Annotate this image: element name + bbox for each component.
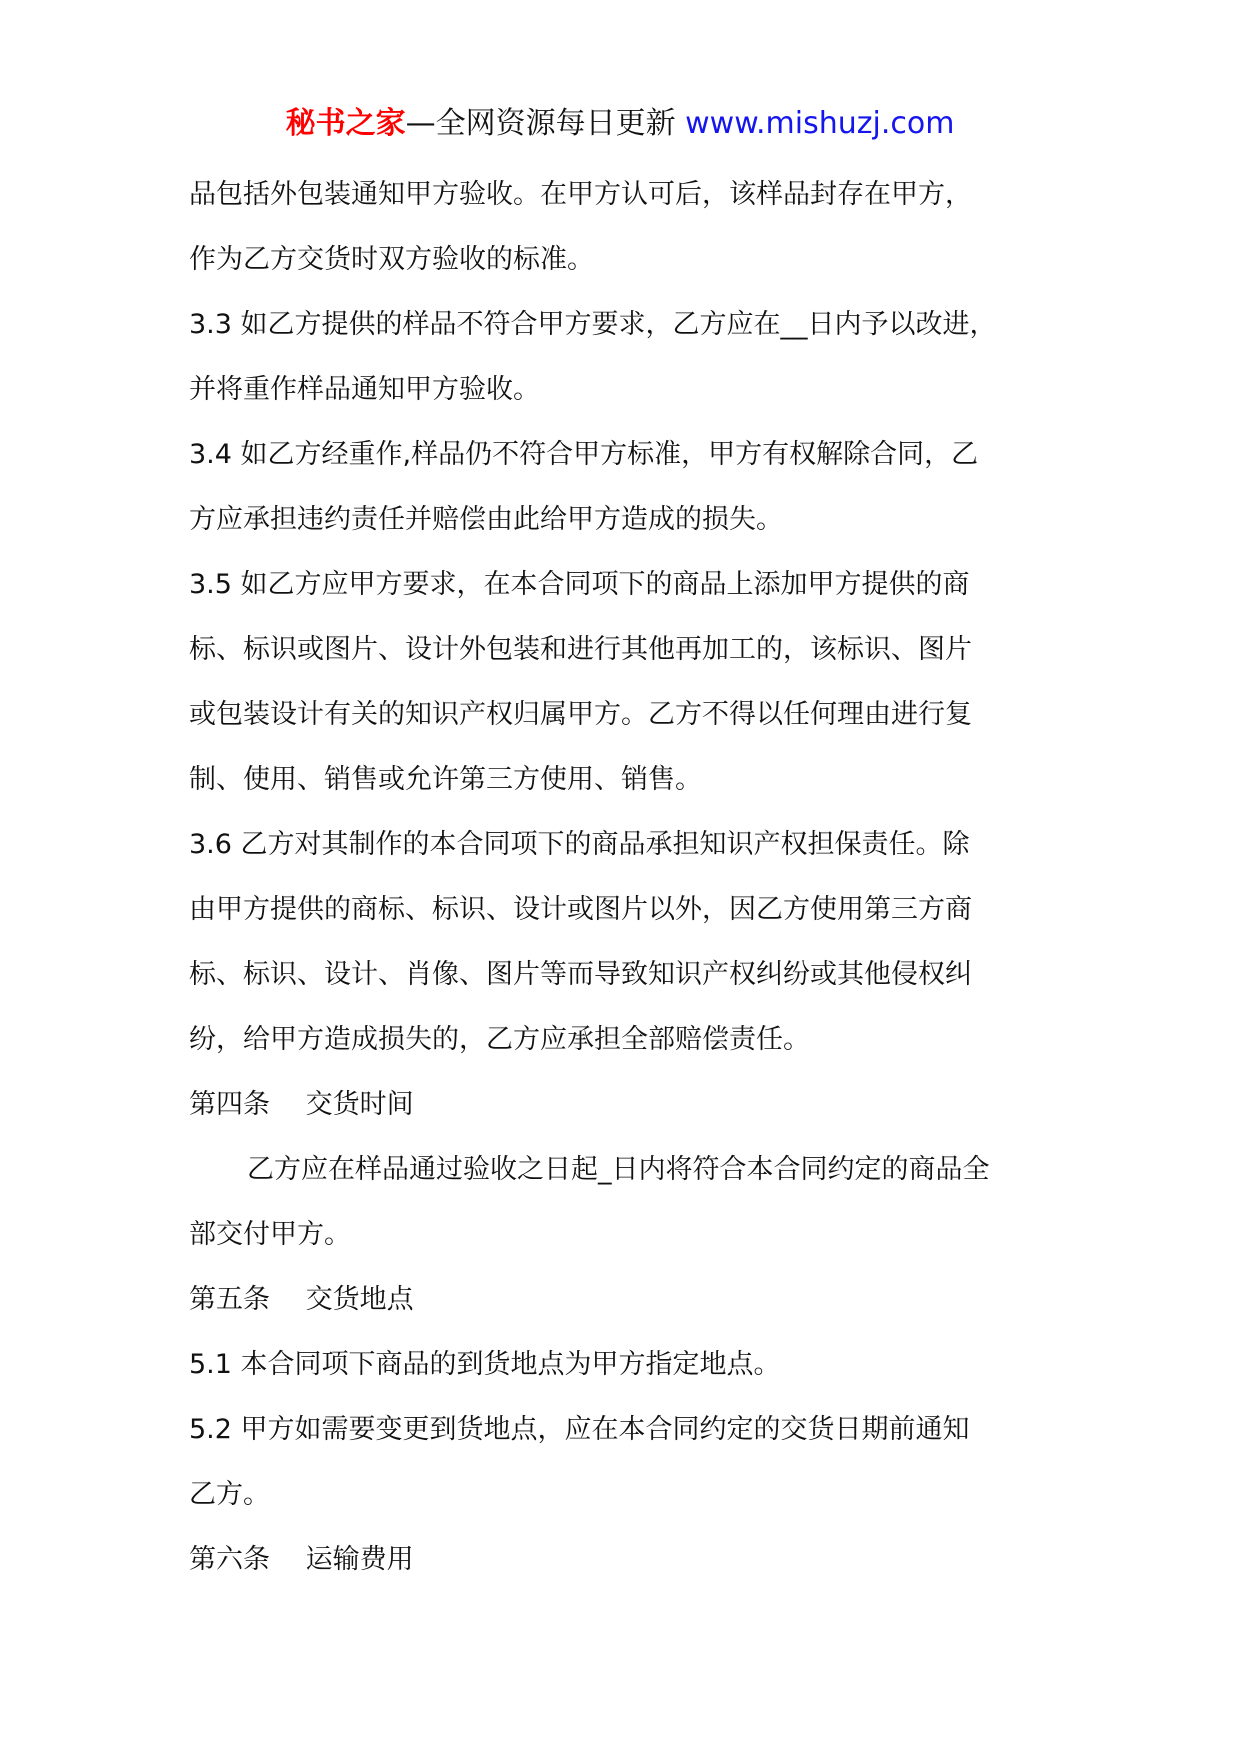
paragraph-line: 标、标识或图片、设计外包装和进行其他再加工的，该标识、图片 [189, 634, 972, 665]
article-5-heading: 第五条 交货地点 [189, 1284, 414, 1315]
paragraph-line: 由甲方提供的商标、标识、设计或图片以外，因乙方使用第三方商 [189, 894, 972, 925]
clause-5-1-line: 5.1 本合同项下商品的到货地点为甲方指定地点。 [189, 1349, 781, 1380]
paragraph-line: 方应承担违约责任并赔偿由此给甲方造成的损失。 [189, 504, 783, 535]
paragraph-line: 并将重作样品通知甲方验收。 [189, 374, 540, 405]
page-header [0, 100, 1240, 148]
clause-3-4-line: 3.4 如乙方经重作,样品仍不符合甲方标准，甲方有权解除合同，乙 [189, 439, 979, 470]
paragraph-line: 制、使用、销售或允许第三方使用、销售。 [189, 764, 702, 795]
article-6-heading: 第六条 运输费用 [189, 1544, 414, 1575]
paragraph-line: 乙方应在样品通过验收之日起_日内将符合本合同约定的商品全 [247, 1154, 990, 1185]
document-body [189, 162, 1089, 1592]
brand-name: 秘书之家 [285, 106, 406, 141]
clause-3-5-line: 3.5 如乙方应甲方要求，在本合同项下的商品上添加甲方提供的商 [189, 569, 970, 600]
paragraph-line: 纷，给甲方造成损失的，乙方应承担全部赔偿责任。 [189, 1024, 810, 1055]
clause-3-6-line: 3.6 乙方对其制作的本合同项下的商品承担知识产权担保责任。除 [189, 829, 970, 860]
clause-5-2-line: 5.2 甲方如需要变更到货地点，应在本合同约定的交货日期前通知 [189, 1414, 970, 1445]
article-4-heading: 第四条 交货时间 [189, 1089, 414, 1120]
paragraph-line: 或包装设计有关的知识产权归属甲方。乙方不得以任何理由进行复 [189, 699, 972, 730]
paragraph-line: 标、标识、设计、肖像、图片等而导致知识产权纠纷或其他侵权纠 [189, 959, 972, 990]
website-url[interactable]: www.mishuzj.com [685, 106, 955, 141]
paragraph-line: 作为乙方交货时双方验收的标准。 [189, 244, 594, 275]
paragraph-line: 部交付甲方。 [189, 1219, 351, 1250]
clause-3-3-line: 3.3 如乙方提供的样品不符合甲方要求，乙方应在__日内予以改进， [189, 309, 997, 340]
header-slogan: —全网资源每日更新 [405, 106, 686, 141]
paragraph-line: 乙方。 [189, 1479, 270, 1510]
paragraph-line: 品包括外包装通知甲方验收。在甲方认可后，该样品封存在甲方， [189, 179, 972, 210]
